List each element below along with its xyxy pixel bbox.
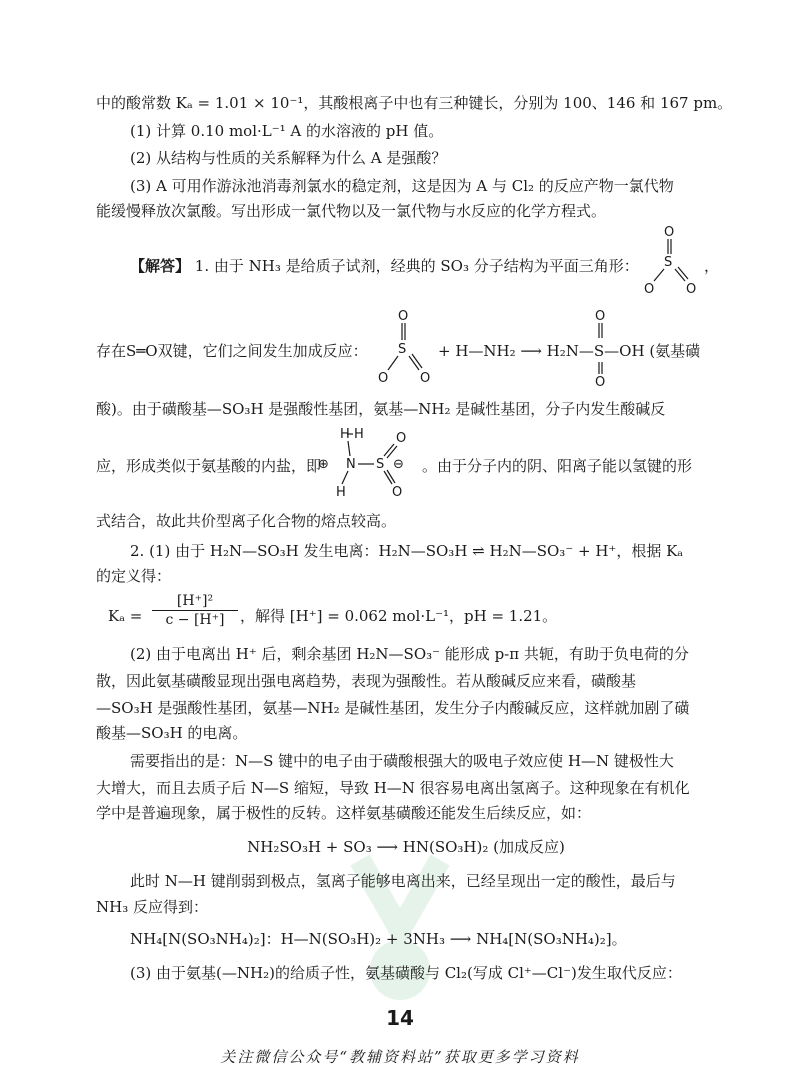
part-2-2-line-3: —SO₃H 是强酸性基团，氨基—NH₂ 是碱性基团，发生分子内酸碱反应，这样就加剧了磺	[96, 699, 690, 717]
answer-line-3: 酸)。由于磺酸基—SO₃H 是强酸性基团，氨基—NH₂ 是碱性基团，分子内发生酸碱反	[96, 400, 666, 418]
note-line-1: 需要指出的是：N—S 键中的电子由于磺酸根强大的吸电子效应使 H—N 键极性大	[130, 752, 674, 770]
atom-o: O	[378, 371, 389, 386]
atom-o: O	[420, 371, 431, 386]
question-1: (1) 计算 0.10 mol·L⁻¹ A 的水溶液的 pH 值。	[130, 122, 444, 140]
answer-line-4b: 。由于分子内的阴、阳离子能以氢键的形	[422, 457, 693, 475]
atom-n: N	[346, 457, 356, 472]
atom-h: H	[340, 427, 350, 442]
atom-o: O	[595, 375, 606, 390]
note-line-5: NH₃ 反应得到：	[96, 898, 208, 916]
atom-s: S	[376, 457, 385, 472]
atom-h: H	[336, 485, 346, 500]
atom-o: O	[396, 431, 407, 446]
ka-result: ，解得 [H⁺] = 0.062 mol·L⁻¹，pH = 1.21。	[240, 607, 558, 625]
answer-label: 【解答】	[130, 257, 191, 275]
minus-charge: ⊖	[393, 457, 404, 472]
atom-o: O	[644, 282, 655, 297]
plus-charge: ⊕	[318, 457, 329, 472]
question-3: (3) A 可用作游泳池消毒剂氯水的稳定剂，这是因为 A 与 Cl₂ 的反应产物一氯代物	[130, 177, 674, 195]
answer-line-5: 式结合，故此共价型离子化合物的熔点较高。	[96, 512, 397, 530]
note-line-3: 学中是普遍现象，属于极性的反转。这样氨基磺酸还能发生后续反应，如：	[96, 804, 592, 822]
atom-o: O	[398, 309, 409, 324]
atom-s: S	[664, 255, 673, 270]
equation-1: NH₂SO₃H + SO₃ ⟶ HN(SO₃H)₂ (加成反应)	[247, 838, 565, 856]
answer-text: 1. 由于 NH₃ 是给质子试剂，经典的 SO₃ 分子结构为平面三角形：	[190, 257, 639, 275]
part-2-2-line-4: 酸基—SO₃H 的电离。	[96, 724, 248, 742]
text-line: 中的酸常数 Kₐ = 1.01 × 10⁻¹，其酸根离子中也有三种键长，分别为 100、146 和 167 pm。	[96, 94, 733, 112]
atom-o: O	[392, 485, 403, 500]
atom-o: O	[595, 309, 606, 324]
answer-line-4a: 应，形成类似于氨基酸的内盐，即	[96, 457, 322, 475]
ka-numerator: [H⁺]²	[176, 593, 214, 609]
note-line-4: 此时 N—H 键削弱到极点，氢离子能够电离出来，已经呈现出一定的酸性，最后与	[130, 872, 676, 890]
atom-h: H	[354, 427, 364, 442]
note-line-2: 大增大，而且去质子后 N—S 缩短，导致 H—N 很容易电离出氢离子。这种现象在有机化	[96, 779, 690, 797]
part-3-line-1: (3) 由于氨基(—NH₂)的给质子性，氨基磺酸与 Cl₂(写成 Cl⁺—Cl⁻)发生取代反应：	[130, 964, 682, 982]
ka-denominator: c − [H⁺]	[152, 610, 238, 629]
ka-symbol: Kₐ =	[108, 607, 143, 625]
ka-fraction	[152, 592, 238, 629]
part-2-2-line-1: (2) 由于电离出 H⁺ 后，剩余基团 H₂N—SO₃⁻ 能形成 p-π 共轭，有助于负电荷的分	[130, 645, 689, 663]
equation-2: NH₄[N(SO₃NH₄)₂]：H—N(SO₃H)₂ + 3NH₃ ⟶ NH₄[N(SO₃NH₄)₂]。	[130, 930, 627, 948]
part-2-2-line-2: 散，因此氨基磺酸显现出强电离趋势，表现为强酸性。若从酸碱反应来看，磺酸基	[96, 672, 637, 690]
addition-equation: + H—NH₂ ⟶ H₂N—S—OH (氨基磺	[438, 342, 701, 360]
atom-o: O	[664, 225, 675, 240]
part-2-line-2: 的定义得：	[96, 567, 172, 585]
so3-structure-2	[378, 310, 438, 385]
sulfamic-acid-structure	[585, 309, 615, 390]
text-line: 能缓慢释放次氯酸。写出形成一氯代物以及一氯代物与水反应的化学方程式。	[96, 202, 607, 220]
page-number: 14	[386, 1006, 414, 1030]
atom-s: S	[398, 342, 407, 357]
atom-o: O	[686, 282, 697, 297]
answer-line-2a: 存在S═O双键，它们之间发生加成反应：	[96, 342, 368, 360]
part-2-line-1: 2. (1) 由于 H₂N—SO₃H 发生电离：H₂N—SO₃H ⇌ H₂N—SO₃⁻ + H⁺，根据 Kₐ	[130, 542, 684, 560]
question-2: (2) 从结构与性质的关系解释为什么 A 是强酸？	[130, 149, 447, 167]
footer-note: 关注微信公众号“教辅资料站”获取更多学习资料	[220, 1048, 580, 1066]
comma: ，	[704, 257, 720, 275]
zwitterion-structure	[318, 426, 418, 506]
so3-structure	[640, 226, 710, 296]
